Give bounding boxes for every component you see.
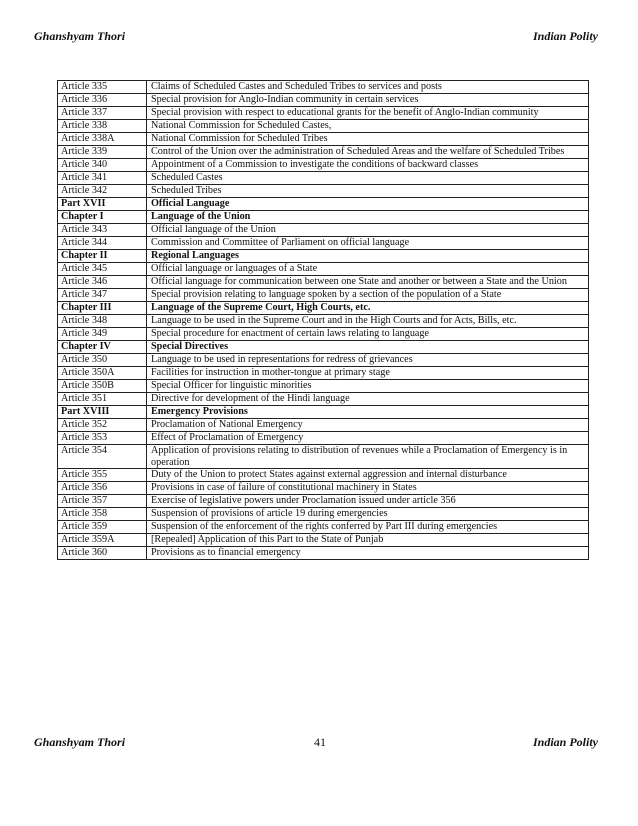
article-description-cell: Facilities for instruction in mother-tongue at primary stage	[147, 367, 589, 380]
article-number-cell: Article 347	[58, 289, 147, 302]
table-row	[58, 237, 589, 250]
article-number-cell: Article 339	[58, 146, 147, 159]
table-row	[58, 521, 589, 534]
table-row	[58, 107, 589, 120]
article-number-cell: Part XVIII	[58, 406, 147, 419]
article-description-cell: Emergency Provisions	[147, 406, 589, 419]
header-author: Ghanshyam Thori	[34, 29, 126, 43]
table-row	[58, 367, 589, 380]
article-description-cell: Language to be used in the Supreme Court and in the High Courts and for Acts, Bills, etc.	[147, 315, 589, 328]
table-row	[58, 432, 589, 445]
table-row	[58, 508, 589, 521]
page-header	[34, 29, 598, 43]
article-number-cell: Chapter IV	[58, 341, 147, 354]
table-row	[58, 276, 589, 289]
article-number-cell: Article 350B	[58, 380, 147, 393]
table-row	[58, 547, 589, 560]
article-number-cell: Article 343	[58, 224, 147, 237]
article-description-cell: Proclamation of National Emergency	[147, 419, 589, 432]
article-number-cell: Article 358	[58, 508, 147, 521]
table-row	[58, 289, 589, 302]
article-number-cell: Article 336	[58, 94, 147, 107]
page-footer	[34, 735, 598, 749]
article-description-cell: Commission and Committee of Parliament on official language	[147, 237, 589, 250]
table-row	[58, 406, 589, 419]
table-row	[58, 302, 589, 315]
articles-table	[57, 80, 589, 560]
article-description-cell: Provisions in case of failure of constitutional machinery in States	[147, 482, 589, 495]
article-number-cell: Article 357	[58, 495, 147, 508]
article-number-cell: Article 344	[58, 237, 147, 250]
article-description-cell: Special provision with respect to educational grants for the benefit of Anglo-Indian community	[147, 107, 589, 120]
article-description-cell: Special procedure for enactment of certain laws relating to language	[147, 328, 589, 341]
article-description-cell: Scheduled Castes	[147, 172, 589, 185]
table-row	[58, 534, 589, 547]
page-number: 41	[314, 735, 326, 749]
table-row	[58, 445, 589, 469]
article-number-cell: Article 342	[58, 185, 147, 198]
article-description-cell: Suspension of provisions of article 19 during emergencies	[147, 508, 589, 521]
table-row	[58, 393, 589, 406]
article-number-cell: Part XVII	[58, 198, 147, 211]
table-row	[58, 224, 589, 237]
table-row	[58, 380, 589, 393]
article-description-cell: Special provision for Anglo-Indian community in certain services	[147, 94, 589, 107]
article-description-cell: Language of the Union	[147, 211, 589, 224]
footer-subject: Indian Polity	[532, 735, 598, 749]
table-row	[58, 211, 589, 224]
table-row	[58, 315, 589, 328]
article-description-cell: Special Officer for linguistic minorities	[147, 380, 589, 393]
table-row	[58, 250, 589, 263]
article-number-cell: Article 350A	[58, 367, 147, 380]
article-description-cell: Duty of the Union to protect States against external aggression and internal disturbance	[147, 469, 589, 482]
article-description-cell: Language to be used in representations for redress of grievances	[147, 354, 589, 367]
article-number-cell: Article 346	[58, 276, 147, 289]
table-row	[58, 354, 589, 367]
article-description-cell: Scheduled Tribes	[147, 185, 589, 198]
article-number-cell: Article 338	[58, 120, 147, 133]
table-row	[58, 120, 589, 133]
article-number-cell: Article 337	[58, 107, 147, 120]
table-row	[58, 495, 589, 508]
article-description-cell: Regional Languages	[147, 250, 589, 263]
article-number-cell: Article 349	[58, 328, 147, 341]
article-description-cell: Control of the Union over the administration of Scheduled Areas and the welfare of Scheduled Tribes	[147, 146, 589, 159]
article-number-cell: Article 341	[58, 172, 147, 185]
article-description-cell: Application of provisions relating to distribution of revenues while a Proclamation of Emergency is in operation	[147, 445, 589, 469]
article-description-cell: Suspension of the enforcement of the rights conferred by Part III during emergencies	[147, 521, 589, 534]
table-row	[58, 341, 589, 354]
table-row	[58, 185, 589, 198]
article-number-cell: Article 355	[58, 469, 147, 482]
table-row	[58, 469, 589, 482]
table-row	[58, 81, 589, 94]
article-number-cell: Chapter II	[58, 250, 147, 263]
article-description-cell: Appointment of a Commission to investigate the conditions of backward classes	[147, 159, 589, 172]
article-number-cell: Article 335	[58, 81, 147, 94]
article-description-cell: Effect of Proclamation of Emergency	[147, 432, 589, 445]
table-row	[58, 146, 589, 159]
article-number-cell: Article 340	[58, 159, 147, 172]
article-description-cell: Directive for development of the Hindi language	[147, 393, 589, 406]
article-number-cell: Article 360	[58, 547, 147, 560]
article-number-cell: Article 356	[58, 482, 147, 495]
table-row	[58, 482, 589, 495]
article-number-cell: Article 359A	[58, 534, 147, 547]
article-description-cell: Official Language	[147, 198, 589, 211]
article-number-cell: Article 348	[58, 315, 147, 328]
article-description-cell: National Commission for Scheduled Tribes	[147, 133, 589, 146]
article-description-cell: Claims of Scheduled Castes and Scheduled Tribes to services and posts	[147, 81, 589, 94]
article-description-cell: Official language for communication between one State and another or between a State and the Union	[147, 276, 589, 289]
table-row	[58, 263, 589, 276]
header-subject: Indian Polity	[532, 29, 598, 43]
table-row	[58, 328, 589, 341]
article-number-cell: Article 345	[58, 263, 147, 276]
article-number-cell: Article 350	[58, 354, 147, 367]
article-description-cell: Language of the Supreme Court, High Courts, etc.	[147, 302, 589, 315]
article-description-cell: National Commission for Scheduled Castes,	[147, 120, 589, 133]
table-row	[58, 159, 589, 172]
footer-author: Ghanshyam Thori	[34, 735, 126, 749]
table-row	[58, 94, 589, 107]
table-row	[58, 172, 589, 185]
article-description-cell: Exercise of legislative powers under Proclamation issued under article 356	[147, 495, 589, 508]
article-number-cell: Chapter I	[58, 211, 147, 224]
article-number-cell: Article 351	[58, 393, 147, 406]
article-number-cell: Article 354	[58, 445, 147, 469]
article-number-cell: Chapter III	[58, 302, 147, 315]
article-description-cell: Official language or languages of a State	[147, 263, 589, 276]
article-number-cell: Article 353	[58, 432, 147, 445]
table-row	[58, 198, 589, 211]
table-row	[58, 133, 589, 146]
article-description-cell: Special Directives	[147, 341, 589, 354]
articles-table-body	[58, 81, 589, 560]
article-number-cell: Article 359	[58, 521, 147, 534]
article-number-cell: Article 352	[58, 419, 147, 432]
table-row	[58, 419, 589, 432]
article-number-cell: Article 338A	[58, 133, 147, 146]
article-description-cell: Provisions as to financial emergency	[147, 547, 589, 560]
article-description-cell: [Repealed] Application of this Part to the State of Punjab	[147, 534, 589, 547]
article-description-cell: Special provision relating to language spoken by a section of the population of a State	[147, 289, 589, 302]
article-description-cell: Official language of the Union	[147, 224, 589, 237]
